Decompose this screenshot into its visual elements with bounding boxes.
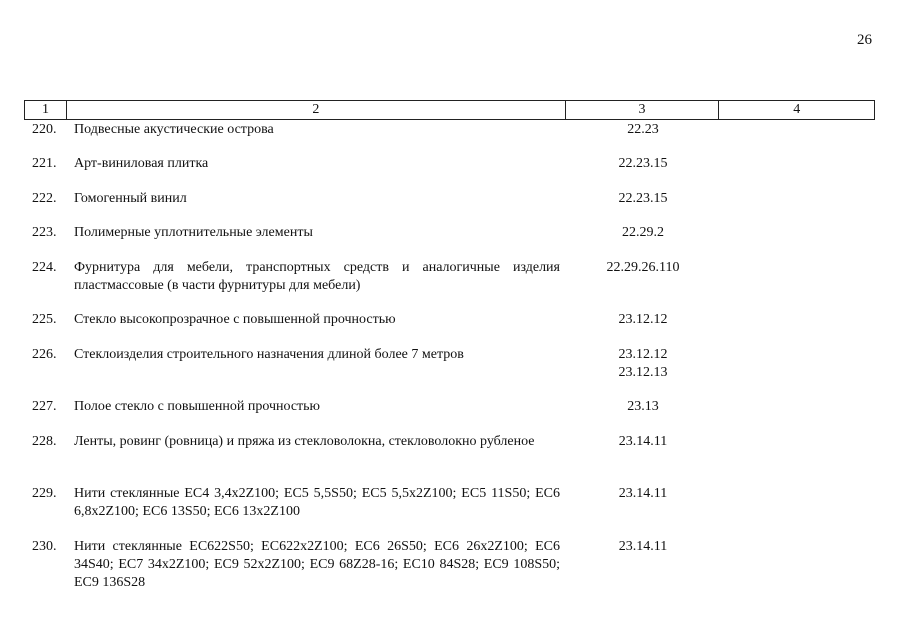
code-value: 22.23 — [627, 122, 659, 137]
row-code — [566, 121, 720, 139]
row-name: Нити стеклянные EC4 3,4x2Z100; EC5 5,5S50; EC5 5,5x2Z100; EC5 11S50; EC6 6,8x2Z100; EC6 13S50; EC6 13x2Z100 — [74, 486, 560, 519]
code-value: 23.14.11 — [618, 486, 668, 501]
code-value: 22.29.2 — [622, 225, 664, 240]
row-code — [566, 398, 720, 416]
header-col-4: 4 — [793, 102, 801, 117]
code-value: 23.13 — [627, 399, 659, 414]
row-number: 221. — [32, 156, 57, 171]
code-value: 23.12.13 — [618, 365, 668, 380]
row-number: 224. — [32, 260, 57, 275]
row-number: 223. — [32, 225, 57, 240]
row-name: Полимерные уплотнительные элементы — [74, 225, 313, 240]
row-number: 230. — [32, 539, 57, 554]
row-number: 228. — [32, 434, 57, 449]
row-number: 225. — [32, 312, 57, 327]
row-code — [566, 224, 720, 242]
row-number: 229. — [32, 486, 57, 501]
row-number: 222. — [32, 191, 57, 206]
row-code — [566, 259, 720, 277]
row-name: Стеклоизделия строительного назначения длиной более 7 метров — [74, 347, 464, 362]
row-number: 226. — [32, 347, 57, 362]
table-header — [24, 100, 875, 120]
row-code — [566, 190, 720, 208]
row-code — [566, 311, 720, 329]
row-number: 227. — [32, 399, 57, 414]
header-col-2: 2 — [67, 101, 566, 119]
code-value: 23.14.11 — [618, 539, 668, 554]
row-name: Арт-виниловая плитка — [74, 156, 209, 171]
page-number: 26 — [857, 32, 872, 48]
row-code — [566, 538, 720, 556]
row-code — [566, 346, 720, 382]
code-value: 22.29.26.110 — [606, 260, 680, 275]
code-value: 23.12.12 — [618, 347, 668, 362]
row-code — [566, 433, 720, 451]
code-value: 23.14.11 — [618, 434, 668, 449]
row-number: 220. — [32, 122, 57, 137]
code-value: 22.23.15 — [618, 156, 668, 171]
header-col-1: 1 — [25, 101, 67, 119]
code-value: 23.12.12 — [618, 312, 668, 327]
code-value: 22.23.15 — [618, 191, 668, 206]
row-name: Подвесные акустические острова — [74, 122, 274, 137]
row-name: Нити стеклянные EC622S50; EC622x2Z100; EC6 26S50; EC6 26x2Z100; EC6 34S40; EC7 34x2Z100; EC9 52x2Z100; EC9 68Z28-16; EC10 84S28; EC9 108S50; EC9 136S28 — [74, 539, 560, 590]
row-code — [566, 155, 720, 173]
row-name: Гомогенный винил — [74, 191, 187, 206]
row-name: Фурнитура для мебели, транспортных средств и аналогичные изделия пластмассовые (в части фурнитуры для мебели) — [74, 260, 560, 293]
header-col-3: 3 — [566, 101, 720, 119]
row-name: Полое стекло с повышенной прочностью — [74, 399, 321, 414]
row-code — [566, 485, 720, 503]
row-name: Ленты, ровинг (ровница) и пряжа из стекловолокна, стекловолокно рубленое — [74, 434, 535, 449]
row-name: Стекло высокопрозрачное с повышенной прочностью — [74, 312, 396, 327]
